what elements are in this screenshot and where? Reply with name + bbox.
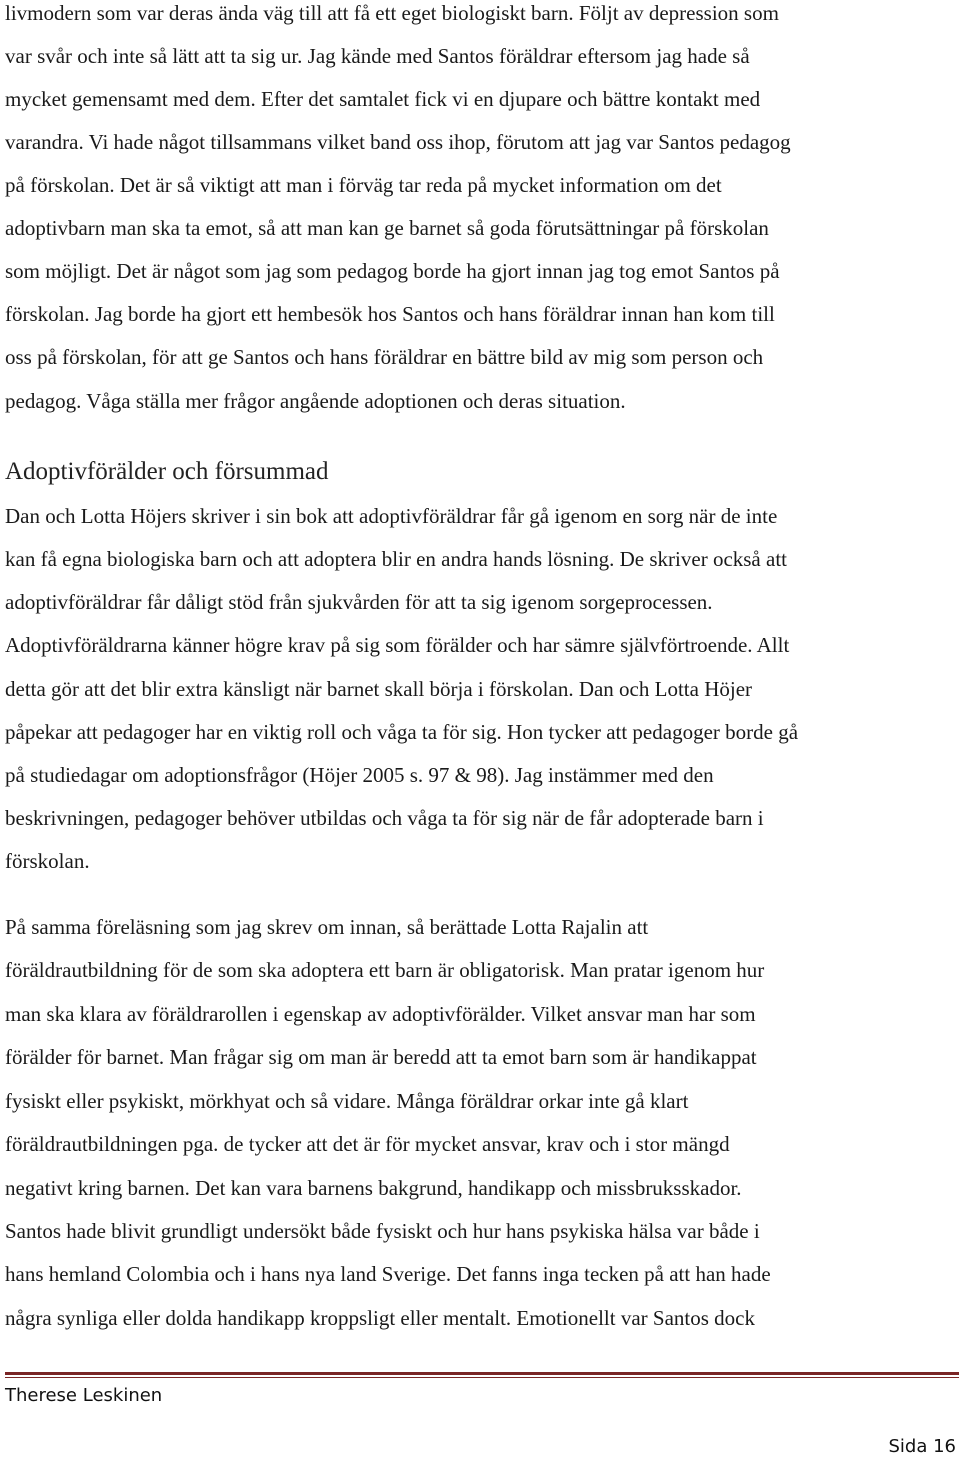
text-line: man ska klara av föräldrarollen i egenskap av adoptivförälder. Vilket ansvar man har som (5, 1002, 756, 1026)
text-line: på förskolan. Det är så viktigt att man i förväg tar reda på mycket information om det (5, 173, 722, 197)
text-line: adoptivföräldrar får dåligt stöd från sjukvården för att ta sig igenom sorgeprocessen. (5, 590, 713, 614)
text-line: föräldrautbildningen pga. de tycker att det är för mycket ansvar, krav och i stor mängd (5, 1132, 730, 1156)
text-line: förskolan. Jag borde ha gjort ett hembesök hos Santos och hans föräldrar innan han kom till (5, 302, 775, 326)
text-line: detta gör att det blir extra känsligt när barnet skall börja i förskolan. Dan och Lotta Höjer (5, 677, 753, 701)
text-line: var svår och inte så lätt att ta sig ur. Jag kände med Santos föräldrar eftersom jag hade så (5, 44, 750, 68)
text-line: kan få egna biologiska barn och att adoptera blir en andra hands lösning. De skriver också att (5, 547, 787, 571)
text-line: Dan och Lotta Höjers skriver i sin bok att adoptivföräldrar får gå igenom en sorg när de inte (5, 504, 778, 528)
text-line: Adoptivföräldrarna känner högre krav på sig som förälder och har sämre självförtroende. Allt (5, 633, 790, 657)
text-line: negativt kring barnen. Det kan vara barnens bakgrund, handikapp och missbruksskador. (5, 1176, 742, 1200)
page-number: Sida 16 (888, 1436, 956, 1457)
text-line: mycket gemensamt med dem. Efter det samtalet fick vi en djupare och bättre kontakt med (5, 87, 761, 111)
text-line: föräldrautbildning för de som ska adoptera ett barn är obligatorisk. Man pratar igenom hur (5, 958, 765, 982)
footer-rule-thin (5, 1377, 959, 1378)
text-line: påpekar att pedagoger har en viktig roll och våga ta för sig. Hon tycker att pedagoger borde gå (5, 720, 799, 744)
footer-author: Therese Leskinen (5, 1385, 163, 1406)
footer-rule (5, 1372, 959, 1375)
text-line: som möjligt. Det är något som jag som pedagog borde ha gjort innan jag tog emot Santos på (5, 259, 780, 283)
text-line: adoptivbarn man ska ta emot, så att man kan ge barnet så goda förutsättningar på förskolan (5, 216, 769, 240)
text-line: förälder för barnet. Man frågar sig om man är beredd att ta emot barn som är handikappat (5, 1045, 757, 1069)
text-line: Santos hade blivit grundligt undersökt både fysiskt och hur hans psykiska hälsa var både i (5, 1219, 760, 1243)
text-line: hans hemland Colombia och i hans nya land Sverige. Det fanns inga tecken på att han hade (5, 1262, 771, 1286)
text-line: På samma föreläsning som jag skrev om innan, så berättade Lotta Rajalin att (5, 915, 649, 939)
text-line: varandra. Vi hade något tillsammans vilket band oss ihop, förutom att jag var Santos pedagog (5, 130, 791, 154)
text-line: förskolan. (5, 849, 90, 873)
section-heading: Adoptivförälder och försummad (5, 458, 329, 485)
text-line: pedagog. Våga ställa mer frågor angående adoptionen och deras situation. (5, 389, 626, 413)
text-line: beskrivningen, pedagoger behöver utbildas och våga ta för sig när de får adopterade barn i (5, 806, 764, 830)
text-line: på studiedagar om adoptionsfrågor (Höjer 2005 s. 97 & 98). Jag instämmer med den (5, 763, 714, 787)
text-line: oss på förskolan, för att ge Santos och hans föräldrar en bättre bild av mig som person och (5, 345, 764, 369)
text-line: livmodern som var deras ända väg till att få ett eget biologiskt barn. Följt av depression som (5, 1, 779, 25)
text-line: fysiskt eller psykiskt, mörkhyat och så vidare. Många föräldrar orkar inte gå klart (5, 1089, 689, 1113)
text-line: några synliga eller dolda handikapp kroppsligt eller mentalt. Emotionellt var Santos dock (5, 1306, 755, 1330)
